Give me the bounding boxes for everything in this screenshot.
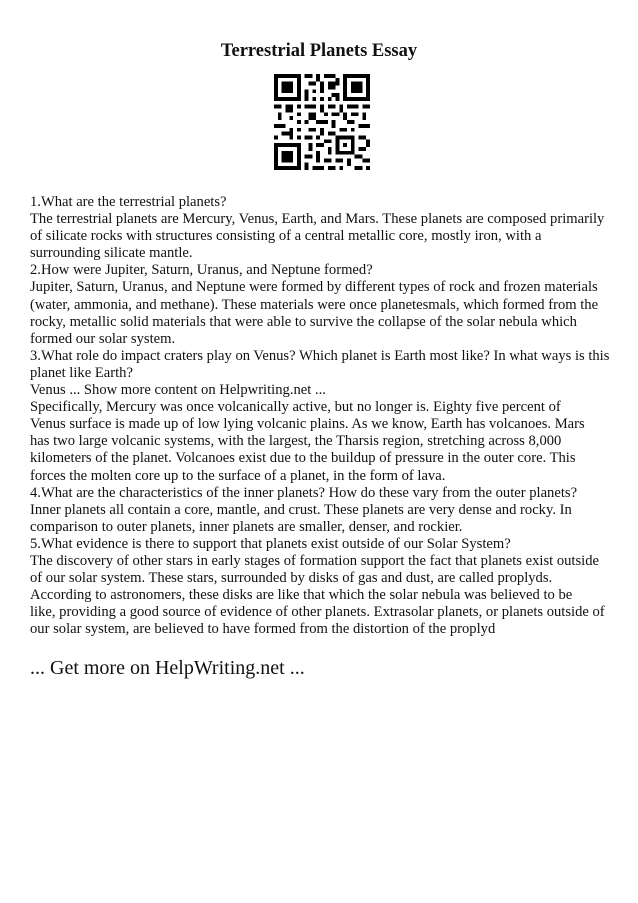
text-line: (water, ammonia, and methane). These materials were once planetesmals, which formed from the	[30, 296, 599, 313]
text-line: 3.What role do impact craters play on Venus? Which planet is Earth most like? In what ways is this	[30, 347, 610, 364]
text-line: Venus surface is made up of low lying volcanic plains. As we know, Earth has volcanoes. Mars	[30, 416, 585, 433]
text-line: Venus ... Show more content on Helpwriting.net ...	[30, 382, 326, 399]
text-line: rocky, metallic solid materials that were able to survive the collapse of the solar nebula which	[30, 313, 577, 330]
text-line: Jupiter, Saturn, Uranus, and Neptune were formed by different types of rock and frozen materials	[30, 279, 598, 296]
text-line: planet like Earth?	[30, 364, 133, 381]
text-line: According to astronomers, these disks are like that which the solar nebula was believed to be	[30, 587, 573, 604]
text-line: Specifically, Mercury was once volcanically active, but no longer is. Eighty five percent of	[30, 399, 561, 416]
text-line: has two large volcanic systems, with the largest, the Tharsis region, stretching across 8,000	[30, 433, 562, 450]
text-line: surrounding silicate mantle.	[30, 245, 193, 262]
document-title: Terrestrial Planets Essay	[220, 41, 418, 61]
text-line: The terrestrial planets are Mercury, Venus, Earth, and Mars. These planets are composed primarily	[30, 211, 605, 228]
text-line: kilometers of the planet. Volcanoes exist due to the buildup of pressure in the outer core. This	[30, 450, 576, 467]
text-line: of our solar system. These stars, surrounded by disks of gas and dust, are called proplyds.	[30, 570, 553, 587]
text-line: comparison to outer planets, inner planets are smaller, denser, and rockier.	[30, 518, 463, 535]
text-line: 2.How were Jupiter, Saturn, Uranus, and Neptune formed?	[30, 262, 373, 279]
text-line: of silicate rocks with structures consisting of a central metallic core, mostly iron, with a	[30, 228, 542, 245]
text-line: like, providing a good source of evidence of other planets. Extrasolar planets, or planets outside of	[30, 604, 605, 621]
text-line: 5.What evidence is there to support that planets exist outside of our Solar System?	[30, 535, 511, 552]
text-line: The discovery of other stars in early stages of formation support the fact that planets exist outside	[30, 552, 599, 569]
text-line: 4.What are the characteristics of the inner planets? How do these vary from the outer planets?	[30, 484, 578, 501]
essay-body	[30, 194, 615, 638]
text-line: 1.What are the terrestrial planets?	[30, 194, 227, 210]
text-line: formed our solar system.	[30, 330, 176, 347]
get-more-link[interactable]: ... Get more on HelpWriting.net ...	[30, 657, 305, 679]
text-line: Inner planets all contain a core, mantle, and crust. These planets are very dense and rocky. In	[30, 501, 572, 518]
text-line: forces the molten core up to the surface of a planet, in the form of lava.	[30, 467, 446, 484]
qr-code	[274, 74, 370, 170]
text-line: our solar system, are believed to have formed from the distortion of the proplyd	[30, 621, 496, 638]
